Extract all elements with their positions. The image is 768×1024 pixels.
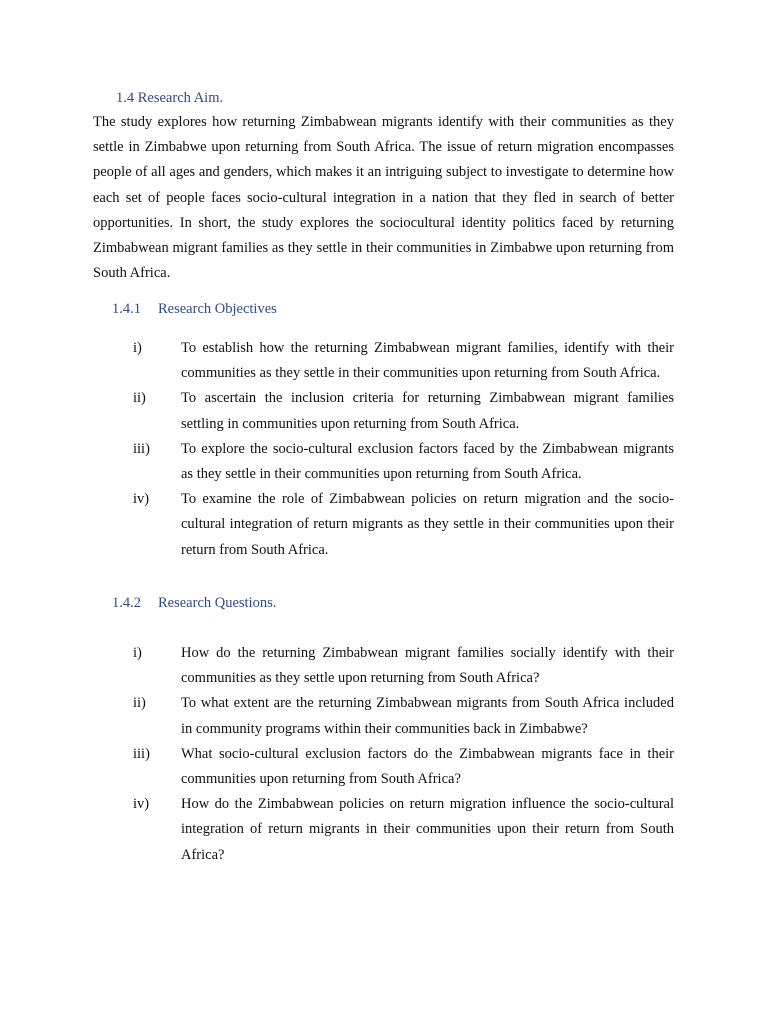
research-objectives-heading [112, 299, 277, 319]
question-marker: iii) [133, 745, 150, 762]
research-aim-paragraph: The study explores how returning Zimbabwean migrants identify with their communities as they settle in Zimbabwe upon returning from South Africa. The issue of return migration encompasses people of all ages and genders, which makes it an intriguing subject to investigate to determine how each set of people faces socio-cultural integration in a nation that they fled in search of better opportunities. In short, the study explores the sociocultural identity politics faced by returning Zimbabwean migrant families as they settle in their communities in Zimbabwe upon returning from South Africa. [93, 114, 674, 282]
question-text: What socio-cultural exclusion factors do the Zimbabwean migrants face in their communities upon returning from South Africa? [181, 745, 674, 788]
question-item [93, 641, 674, 691]
question-text: To what extent are the returning Zimbabwean migrants from South Africa included in community programs within their communities back in Zimbabwe? [181, 695, 674, 737]
objective-item [93, 386, 674, 436]
research-questions-title: Research Questions. [158, 595, 277, 611]
research-objectives-list [93, 336, 674, 563]
question-item [93, 792, 674, 868]
question-item [93, 691, 674, 741]
objective-marker: i) [133, 340, 142, 356]
objective-text: To establish how the returning Zimbabwean migrant families, identify with their communities as they settle in their communities upon returning from South Africa. [181, 340, 674, 382]
objective-marker: iii) [133, 440, 150, 457]
objective-item [93, 336, 674, 386]
objective-text: To ascertain the inclusion criteria for returning Zimbabwean migrant families settling in communities upon returning from South Africa. [181, 390, 674, 432]
question-marker: ii) [133, 695, 146, 712]
research-aim-heading: 1.4 Research Aim. [116, 90, 224, 106]
objective-text: To explore the socio-cultural exclusion factors faced by the Zimbabwean migrants as they settle in their communities upon returning from South Africa. [181, 440, 674, 483]
objective-marker: ii) [133, 390, 146, 407]
objective-marker: iv) [133, 491, 150, 508]
question-text: How do the Zimbabwean policies on return migration influence the socio-cultural integration of return migrants in their communities upon their return from South Africa? [181, 796, 674, 863]
research-objectives-number: 1.4.1 [112, 301, 141, 317]
research-questions-number: 1.4.2 [112, 595, 141, 611]
research-questions-list [93, 641, 674, 868]
question-text: How do the returning Zimbabwean migrant families socially identify with their communities as they settle upon returning from South Africa? [181, 645, 674, 687]
research-objectives-title: Research Objectives [158, 301, 277, 317]
question-marker: iv) [133, 796, 150, 813]
question-item [93, 742, 674, 792]
research-questions-heading [112, 593, 276, 613]
objective-text: To examine the role of Zimbabwean policies on return migration and the socio-cultural integration of return migrants as they settle in their communities upon their return from South Africa. [181, 491, 674, 558]
objective-item [93, 437, 674, 487]
objective-item [93, 487, 674, 563]
question-marker: i) [133, 645, 142, 661]
